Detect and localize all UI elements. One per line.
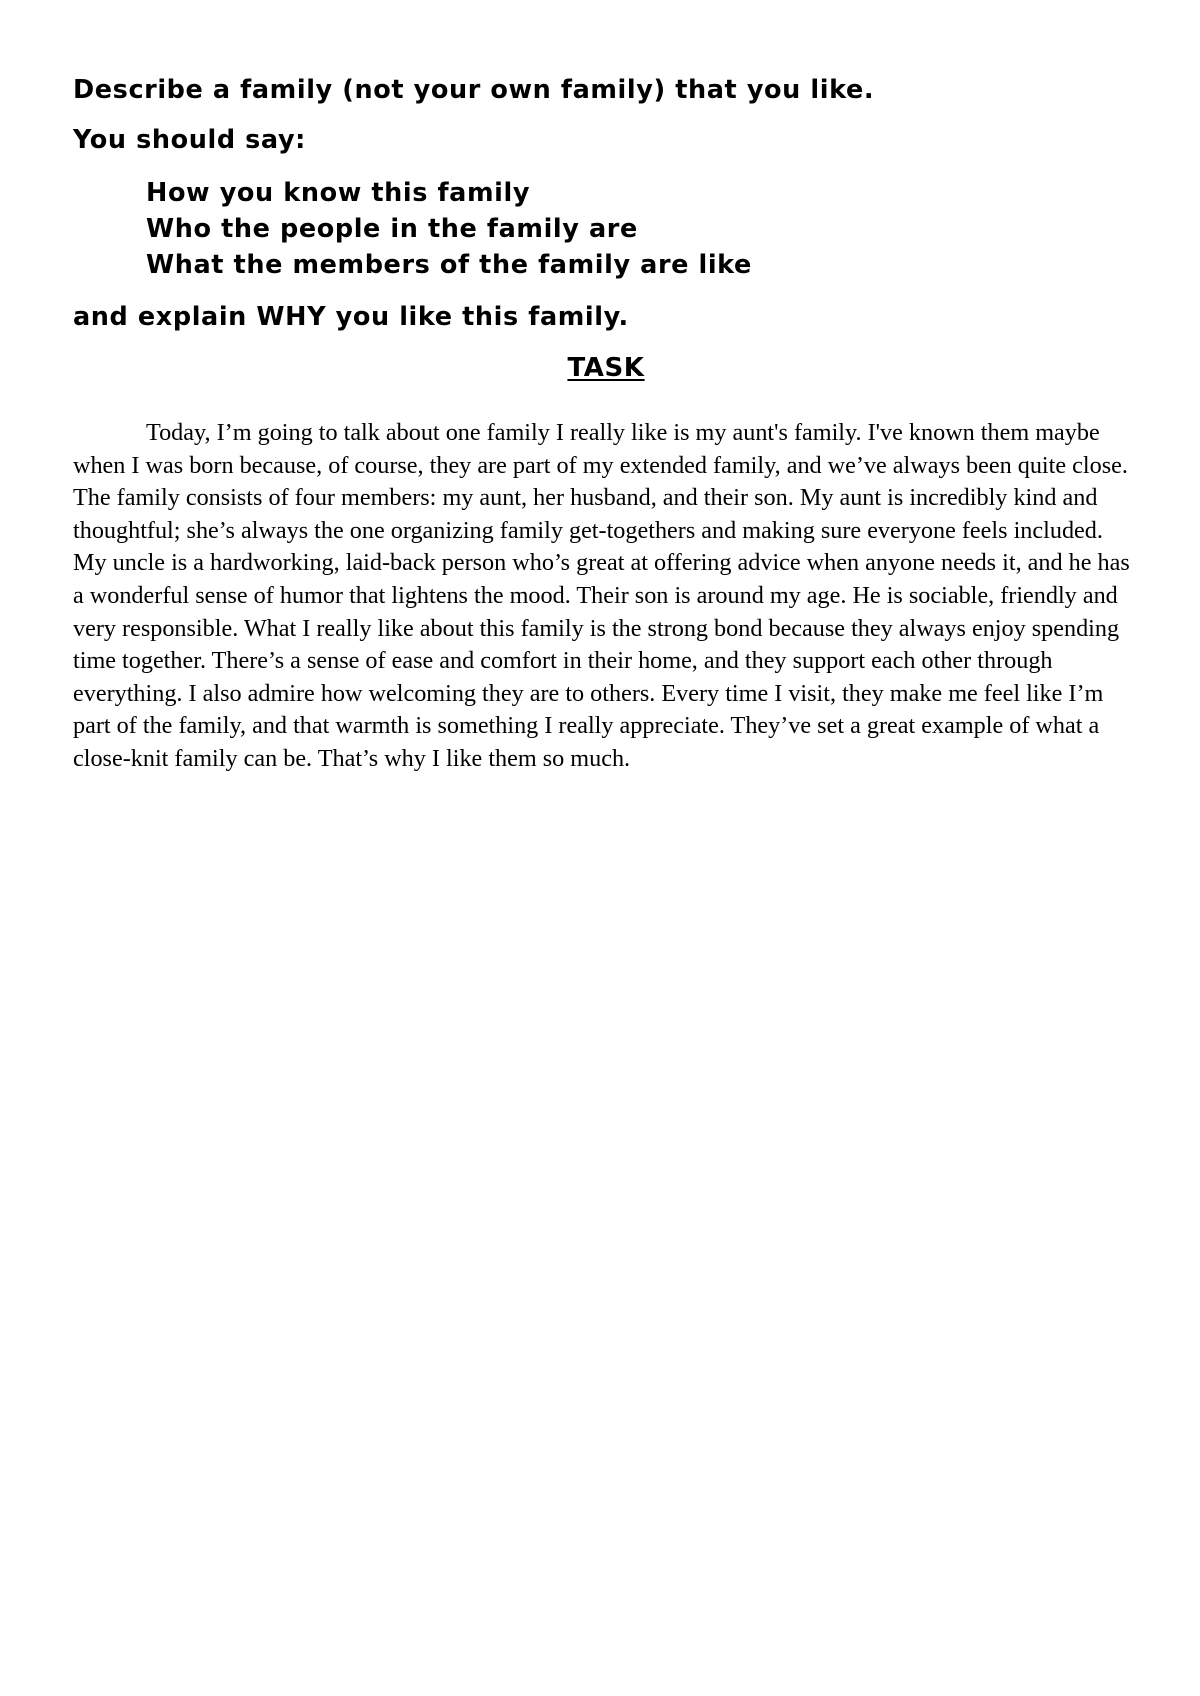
task-heading [0, 351, 1200, 385]
prompt-point: How you know this family [146, 178, 531, 208]
prompt-point: What the members of the family are like [146, 250, 752, 280]
prompt-point: Who the people in the family are [146, 214, 638, 244]
task-answer-paragraph: Today, I’m going to talk about one family I really like is my aunt's family. I've known them maybe when I was born because, of course, they are part of my extended family, and we’ve always been quite close. The family consists of four members: my aunt, her husband, and their son. My aunt is incredibly kind and thoughtful; she’s always the one organizing family get-togethers and making sure everyone feels included. My uncle is a hardworking, laid-back person who’s great at offering advice when anyone needs it, and he has a wonderful sense of humor that lightens the mood. Their son is around my age. He is sociable, friendly and very responsible. What I really like about this family is the strong bond because they always enjoy spending time together. There’s a sense of ease and comfort in their home, and they support each other through everything. I also admire how welcoming they are to others. Every time I visit, they make me feel like I’m part of the family, and that warmth is something I really appreciate. They’ve set a great example of what a close-knit family can be. That’s why I like them so much. [73, 419, 1130, 772]
prompt-closing: and explain WHY you like this family. [73, 302, 629, 332]
prompt-points-list [73, 175, 1133, 283]
prompt-title: Describe a family (not your own family) that you like. [73, 75, 875, 105]
task-heading-text: TASK [567, 353, 645, 383]
prompt-instruction: You should say: [73, 125, 306, 155]
cue-card-prompt [73, 73, 1133, 334]
